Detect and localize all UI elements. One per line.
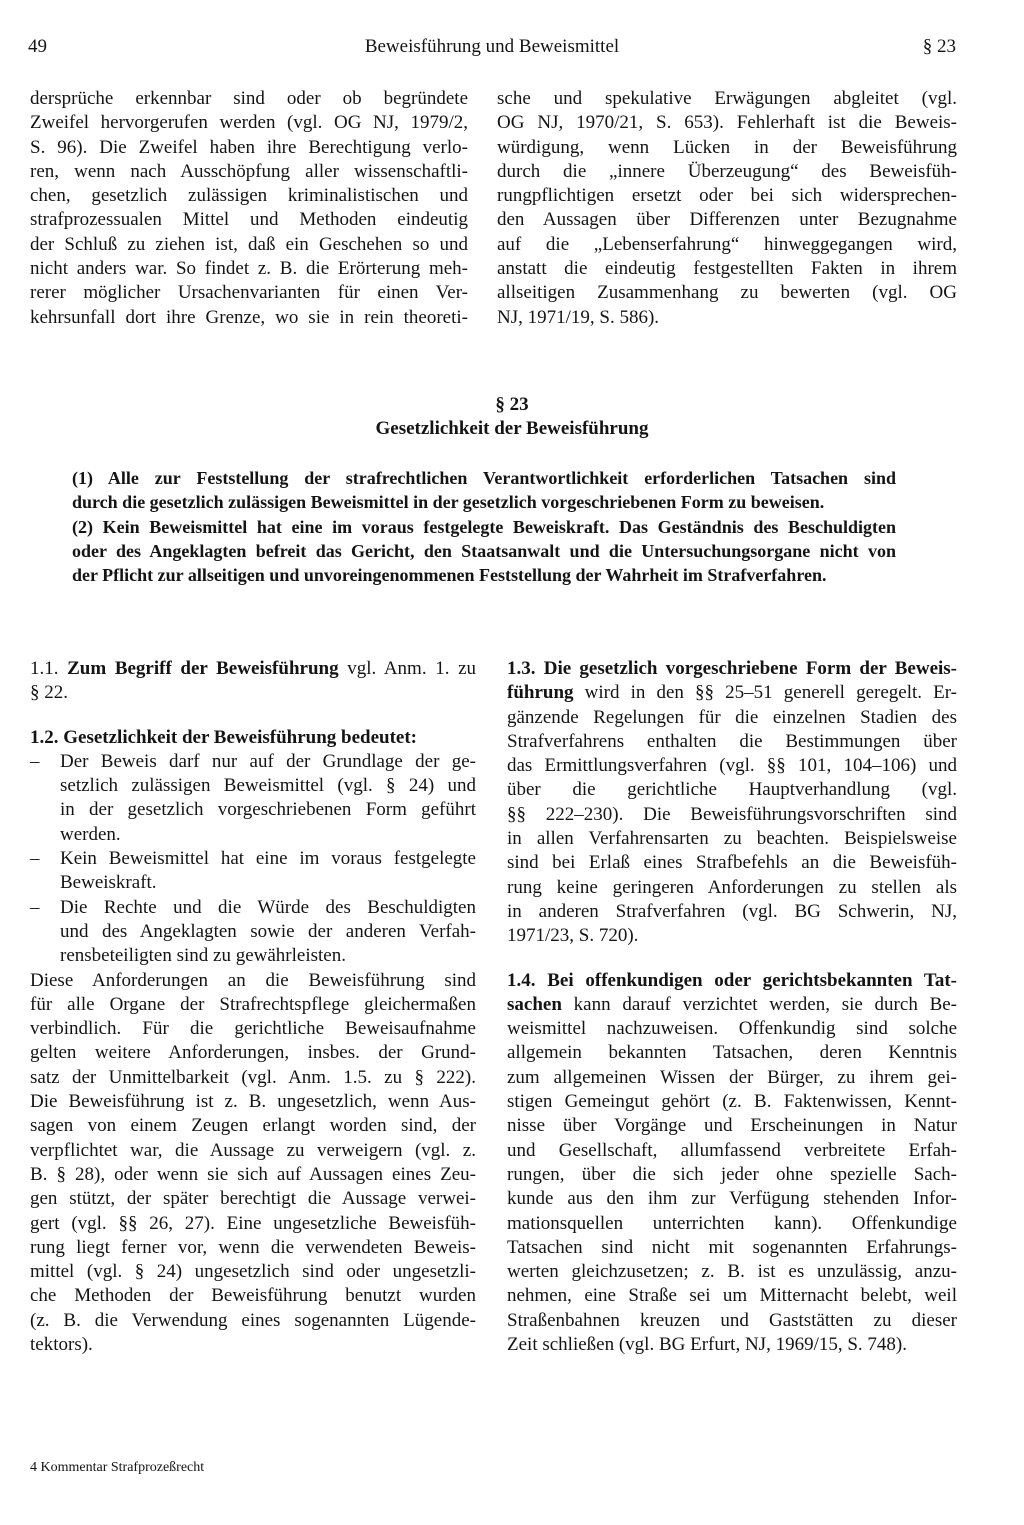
note-1-4-line: sachen kann darauf verzichtet werden, sie durch Be- — [507, 993, 957, 1015]
text-line: gert (vgl. §§ 26, 27). Eine ungesetzliche Beweisfüh- — [30, 1212, 476, 1234]
note-1-2-paragraph — [30, 969, 476, 1358]
text-line: würdigung, wenn Lücken in der Beweisführung — [497, 136, 957, 158]
text-line: rungen, über die sich jeder ohne spezielle Sach- — [507, 1163, 957, 1185]
text-line: sche und spekulative Erwägungen abgleitet (vgl. — [497, 88, 957, 109]
text-line: nicht anders war. So findet z. B. die Erörterung meh- — [30, 258, 468, 280]
footnote: 4 Kommentar Strafprozeßrecht — [30, 1460, 205, 1475]
text-line: den Aussagen über Differenzen unter Bezugnahme — [497, 209, 957, 231]
text-line: gelten weitere Anforderungen, insbes. der Grund- — [30, 1042, 476, 1064]
law-section-title: Gesetzlichkeit der Beweisführung — [375, 418, 649, 439]
note-1-3-line: 1.3. Die gesetzlich vorgeschriebene Form der Beweis- — [507, 658, 957, 679]
text-line: und des Angeklagten sowie der anderen Verfah- — [60, 920, 476, 942]
text-line: für alle Organe der Strafrechtspflege gleichermaßen — [30, 993, 476, 1015]
dash-bullet: – — [30, 750, 40, 772]
text-line: kunde aus den ihm zur Verfügung stehenden Infor- — [507, 1188, 957, 1210]
page-header — [28, 36, 956, 62]
text-line: in anderen Strafverfahren (vgl. BG Schwerin, NJ, — [507, 900, 957, 922]
law-text — [72, 466, 896, 587]
note-1-3-line: führung wird in den §§ 25–51 generell geregelt. Er- — [507, 682, 957, 704]
text-line: durch die gesetzlich zulässigen Beweismittel in der gesetzlich vorgeschriebenen Form zu beweisen. — [72, 492, 825, 513]
text-line: satz der Unmittelbarkeit (vgl. Anm. 1.5. zu § 222). — [30, 1066, 476, 1088]
note-1-4-body — [507, 1017, 957, 1357]
text-line: nehmen, eine Straße sei um Mitternacht belebt, weil — [507, 1285, 957, 1307]
text-line: Zeit schließen (vgl. BG Erfurt, NJ, 1969/15, S. 748). — [507, 1334, 908, 1356]
text-line: §§ 222–230). Die Beweisführungsvorschriften sind — [507, 803, 957, 825]
text-line: Diese Anforderungen an die Beweisführung sind — [30, 969, 476, 991]
text-line: strafprozessualen Mittel und Methoden eindeutig — [30, 209, 468, 231]
text-line: rerer möglicher Ursachenvarianten für einen Ver- — [30, 282, 468, 304]
text-line: rungpflichtigen ersetzt oder bei sich widersprechen- — [497, 185, 957, 207]
text-line: weismittel nachzuweisen. Offenkundig sind solche — [507, 1018, 957, 1040]
text-line: dersprüche erkennbar sind oder ob begründete — [30, 88, 468, 109]
text-line: mittel (vgl. § 24) ungesetzlich sind oder ungesetzli- — [30, 1261, 476, 1283]
section-marker: § 23 — [922, 36, 956, 57]
running-title: Beweisführung und Beweismittel — [364, 36, 620, 57]
text-line: zum allgemeinen Wissen der Bürger, zu ihrem gei- — [507, 1066, 957, 1088]
text-line: verpflichtet war, die Aussage zu verweigern (vgl. z. — [30, 1139, 476, 1161]
text-line: (z. B. die Verwendung eines sogenannten Lügende- — [30, 1309, 476, 1331]
text-line: der Schluß zu ziehen ist, daß ein Geschehen so und — [30, 233, 468, 255]
note-1-1-line: 1.1. Zum Begriff der Beweisführung vgl. Anm. 1. zu — [30, 658, 477, 679]
note-1-1-bold: Zum Begriff der Beweisführung — [67, 658, 339, 679]
page-number: 49 — [28, 36, 47, 57]
text-line: (1) Alle zur Feststellung der strafrechtlichen Verantwortlichkeit erforderlichen Tatsachen sind — [72, 468, 896, 488]
text-line: in der gesetzlich vorgeschriebenen Form geführt — [60, 799, 476, 821]
text-line: NJ, 1971/19, S. 586). — [497, 306, 660, 328]
text-line: anstatt die eindeutig festgestellten Fakten in ihrem — [497, 258, 957, 280]
text-line: Tatsachen sind nicht mit sogenannten Erfahrungs- — [507, 1236, 957, 1258]
text-line: oder des Angeklagten befreit das Gericht, den Staatsanwalt und die Untersuchungsorgane nicht von — [72, 540, 896, 561]
text-line: S. 96). Die Zweifel haben ihre Berechtigung verlo- — [30, 136, 468, 158]
dash-list-item — [30, 847, 476, 896]
dash-list — [30, 750, 476, 969]
text-line: 1971/23, S. 720). — [507, 925, 639, 947]
text-line: rensbeteiligten sind zu gewährleisten. — [60, 945, 346, 967]
law-section-number: § 23 — [495, 394, 529, 415]
text-line: Kein Beweismittel hat eine im voraus festgelegte — [60, 848, 476, 870]
text-line: chen, gesetzlich zulässigen kriminalistischen und — [30, 185, 468, 207]
bottom-right-column — [507, 657, 957, 1357]
note-1-2-heading: 1.2. Gesetzlichkeit der Beweisführung bedeutet: — [30, 726, 417, 748]
text-line: gen stützt, der später berechtigt die Aussage verwei- — [30, 1188, 476, 1210]
text-line: auf die „Lebenserfahrung“ hinweggegangen wird, — [497, 233, 957, 255]
dash-list-item — [30, 750, 476, 847]
text-line: Beweiskraft. — [60, 872, 157, 894]
dash-bullet: – — [30, 896, 40, 918]
text-line: setzlich zulässigen Beweismittel (vgl. § 24) und — [60, 775, 476, 797]
text-line: Der Beweis darf nur auf der Grundlage der ge- — [60, 750, 476, 772]
text-line: verbindlich. Für die gerichtliche Beweisaufnahme — [30, 1018, 476, 1040]
text-line: das Ermittlungsverfahren (vgl. §§ 101, 104–106) und — [507, 755, 957, 777]
text-line: werden. — [60, 823, 121, 845]
text-line: Die Rechte und die Würde des Beschuldigten — [60, 896, 476, 918]
text-line: nisse über Vorgänge und Erscheinungen in Natur — [507, 1115, 957, 1137]
dash-bullet: – — [30, 848, 40, 870]
note-1-3-body — [507, 706, 957, 949]
text-line: rung liegt ferner vor, wenn die verwendeten Beweis- — [30, 1236, 476, 1258]
bottom-left-column — [30, 657, 476, 1357]
text-line: sind bei Erlaß eines Strafbefehls an die Beweisfüh- — [507, 852, 957, 874]
text-line: B. § 28), oder wenn sie sich auf Aussagen eines Zeu- — [30, 1163, 476, 1185]
text-line: Die Beweisführung ist z. B. ungesetzlich, wenn Aus- — [30, 1091, 476, 1113]
text-line: durch die „innere Überzeugung“ des Beweisfüh- — [497, 160, 957, 182]
text-line: kehrsunfall dort ihre Grenze, wo sie in rein theoreti- — [30, 306, 468, 328]
text-line: (2) Kein Beweismittel hat eine im voraus festgelegte Beweiskraft. Das Geständnis des Beschuldigten — [72, 516, 896, 537]
text-line: stigen Gemeingut gehört (z. B. Faktenwissen, Kennt- — [507, 1091, 957, 1113]
note-1-4-line: 1.4. Bei offenkundigen oder gerichtsbekannten Tat- — [507, 969, 958, 991]
text-line: rung keine geringeren Anforderungen zu stellen als — [507, 876, 957, 898]
text-line: Strafverfahrens enthalten die Bestimmungen über — [507, 730, 957, 752]
text-line: che Methoden der Beweisführung benutzt wurden — [30, 1285, 476, 1307]
note-1-1-line: § 22. — [30, 682, 68, 704]
text-line: in allen Verfahrensarten zu beachten. Beispielsweise — [507, 828, 957, 850]
text-line: Straßenbahnen kreuzen und Gaststätten zu dieser — [507, 1309, 957, 1331]
text-line: mationsquellen unterrichten kann). Offenkundige — [507, 1212, 957, 1234]
text-line: über die gerichtliche Hauptverhandlung (vgl. — [507, 779, 957, 801]
text-line: der Pflicht zur allseitigen und unvoreingenommenen Feststellung der Wahrheit im Strafverfahren. — [72, 565, 827, 586]
text-line: gänzende Regelungen für die einzelnen Stadien des — [507, 706, 957, 728]
text-line: ren, wenn nach Ausschöpfung aller wissenschaftli- — [30, 160, 468, 182]
text-line: werten gleichzusetzen; z. B. ist es unzulässig, anzu- — [507, 1261, 957, 1283]
top-right-column — [497, 87, 957, 330]
text-line: OG NJ, 1970/21, S. 653). Fehlerhaft ist die Beweis- — [497, 112, 957, 134]
dash-list-item — [30, 896, 476, 969]
text-line: sagen von einem Zeugen erlangt worden sind, der — [30, 1115, 476, 1137]
text-line: tektors). — [30, 1334, 93, 1356]
text-line: allgemein bekannten Tatsachen, deren Kenntnis — [507, 1042, 957, 1064]
text-line: allseitigen Zusammenhang zu bewerten (vgl. OG — [497, 282, 957, 304]
top-left-column — [30, 87, 468, 330]
text-line: und Gesellschaft, allumfassend verbreitete Erfah- — [507, 1139, 957, 1161]
text-line: Zweifel hervorgerufen werden (vgl. OG NJ, 1979/2, — [30, 112, 468, 134]
